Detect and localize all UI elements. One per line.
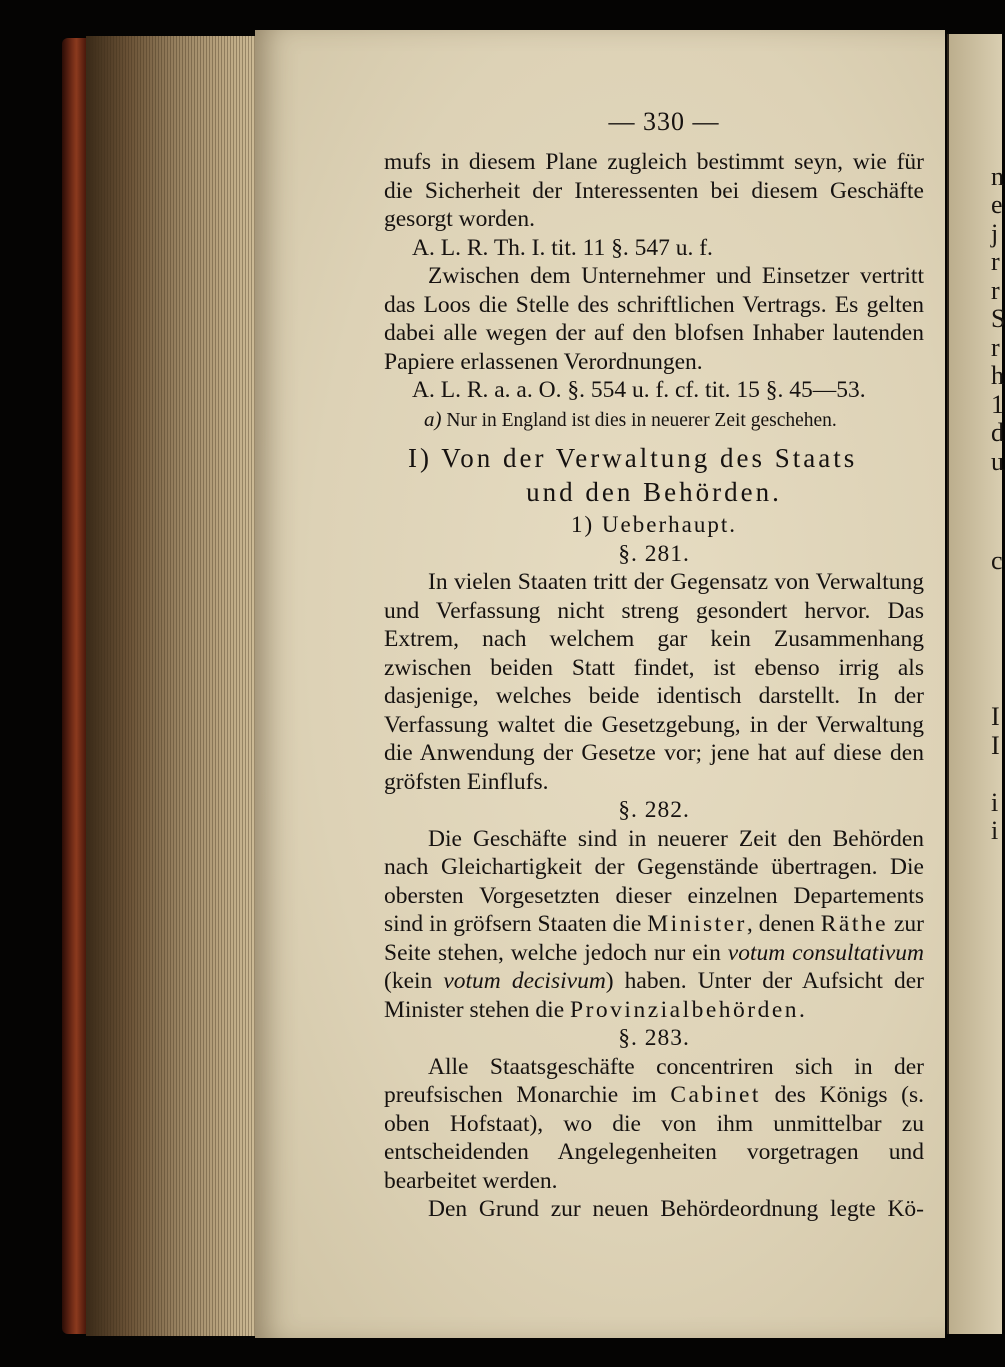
- text-run: Die Geschäfte sind in neuerer Zeit den Behörden nach Gleichartigkeit der Gegenstände übertragen. Die obersten Vorgesetzten dieser einzelnen Departements sind in gröfsern Staaten die: [384, 825, 924, 937]
- emphasis: Cabinet: [670, 1082, 761, 1108]
- section-number: §. 281.: [618, 540, 690, 567]
- footnote: [384, 405, 924, 436]
- facing-fragment: 1: [991, 390, 1004, 419]
- facing-fragment: r: [991, 247, 1000, 276]
- emphasis: Räthe: [820, 911, 889, 937]
- facing-fragment: I: [991, 731, 1000, 760]
- latin-term: votum consultativum: [727, 939, 924, 966]
- facing-fragment: S: [991, 304, 1005, 333]
- facing-fragment: j: [991, 219, 999, 248]
- latin-term: votum decisivum: [443, 968, 606, 994]
- facing-fragment: e: [991, 190, 1003, 219]
- text-line: mufs in diesem Plane zugleich bestimmt seyn, wie für: [384, 149, 924, 175]
- text-run: , denen: [746, 911, 815, 937]
- citation: A. L. R. a. a. O. §. 554 u. f. cf. tit. 15 §. 45—53.: [412, 377, 866, 403]
- facing-fragment: i: [991, 788, 999, 817]
- paragraph: [384, 1053, 924, 1196]
- facing-fragment: h: [991, 361, 1004, 390]
- page-text: [384, 108, 924, 1224]
- text-line: gesorgt worden.: [384, 206, 535, 232]
- text-run: (kein: [384, 968, 433, 994]
- footnote-marker: a): [424, 406, 442, 431]
- emphasis: Minister: [647, 911, 747, 937]
- page-edges: [86, 36, 256, 1336]
- facing-fragment: u: [991, 447, 1004, 476]
- facing-fragment: d: [991, 418, 1004, 447]
- section-number: §. 282.: [618, 797, 690, 823]
- page-number: — 330 —: [608, 107, 720, 136]
- facing-page-edge: [947, 34, 1005, 1334]
- section-number: §. 283.: [618, 1025, 690, 1051]
- intro-paragraph: [384, 148, 924, 234]
- paragraph: Den Grund zur neuen Behördeordnung legte Kö-: [428, 1196, 924, 1222]
- book-spine: [62, 38, 86, 1334]
- footnote-text: Nur in England ist dies in neuerer Zeit geschehen.: [446, 409, 837, 431]
- heading-line: und den Behörden.: [526, 477, 782, 507]
- paragraph: In vielen Staaten tritt der Gegensatz von Verwaltung und Verfassung nicht streng gesondert hervor. Das Extrem, nach welchem gar kein Zusammenhang zwischen beiden Statt findet, ist ebenso irrig als dasjenige, welches beide identisch darstellt. In der Verfassung waltet die Gesetzgebung, in der Verwaltung die Anwendung der Gesetze vor; jene hat auf diese den gröfsten Einflufs.: [384, 569, 924, 795]
- section-heading: [384, 441, 924, 509]
- paragraph: [384, 825, 924, 1025]
- text-line: die Sicherheit der Interessenten bei diesem Geschäfte: [384, 177, 924, 204]
- facing-fragment: I: [991, 702, 1000, 731]
- emphasis: Provinzialbehörden: [570, 996, 800, 1023]
- facing-fragment: i: [991, 816, 999, 845]
- text-run: .: [799, 996, 805, 1023]
- facing-fragment: r: [991, 276, 1000, 305]
- facing-fragment: n: [991, 162, 1004, 191]
- facing-fragment: r: [991, 333, 1000, 362]
- facing-fragment: c: [991, 546, 1003, 575]
- text-run: des Königs (s. oben Hofstaat), wo die von ihm unmittelbar zu entscheidenden Angelegenheiten vorgetragen und bearbeitet werden.: [384, 1082, 925, 1194]
- citation: A. L. R. Th. I. tit. 11 §. 547 u. f.: [412, 234, 713, 261]
- heading-line: I) Von der Verwaltung des Staats: [408, 443, 858, 473]
- paragraph: Zwischen dem Unternehmer und Einsetzer vertritt das Loos die Stelle des schriftlichen Vertrags. Es gelten dabei alle wegen der auf den blofsen Inhaber lautenden Papiere erlassenen Verordnungen.: [384, 263, 924, 375]
- text-run: zur Seite stehen, welche jedoch nur ein: [384, 911, 924, 966]
- text-run: ) haben. Unter der Aufsicht der Minister stehen die: [384, 968, 924, 1023]
- subheading: 1) Ueberhaupt.: [571, 512, 737, 537]
- text-run: Alle Staatsgeschäfte concentriren sich in der preufsischen Monarchie im: [384, 1053, 924, 1108]
